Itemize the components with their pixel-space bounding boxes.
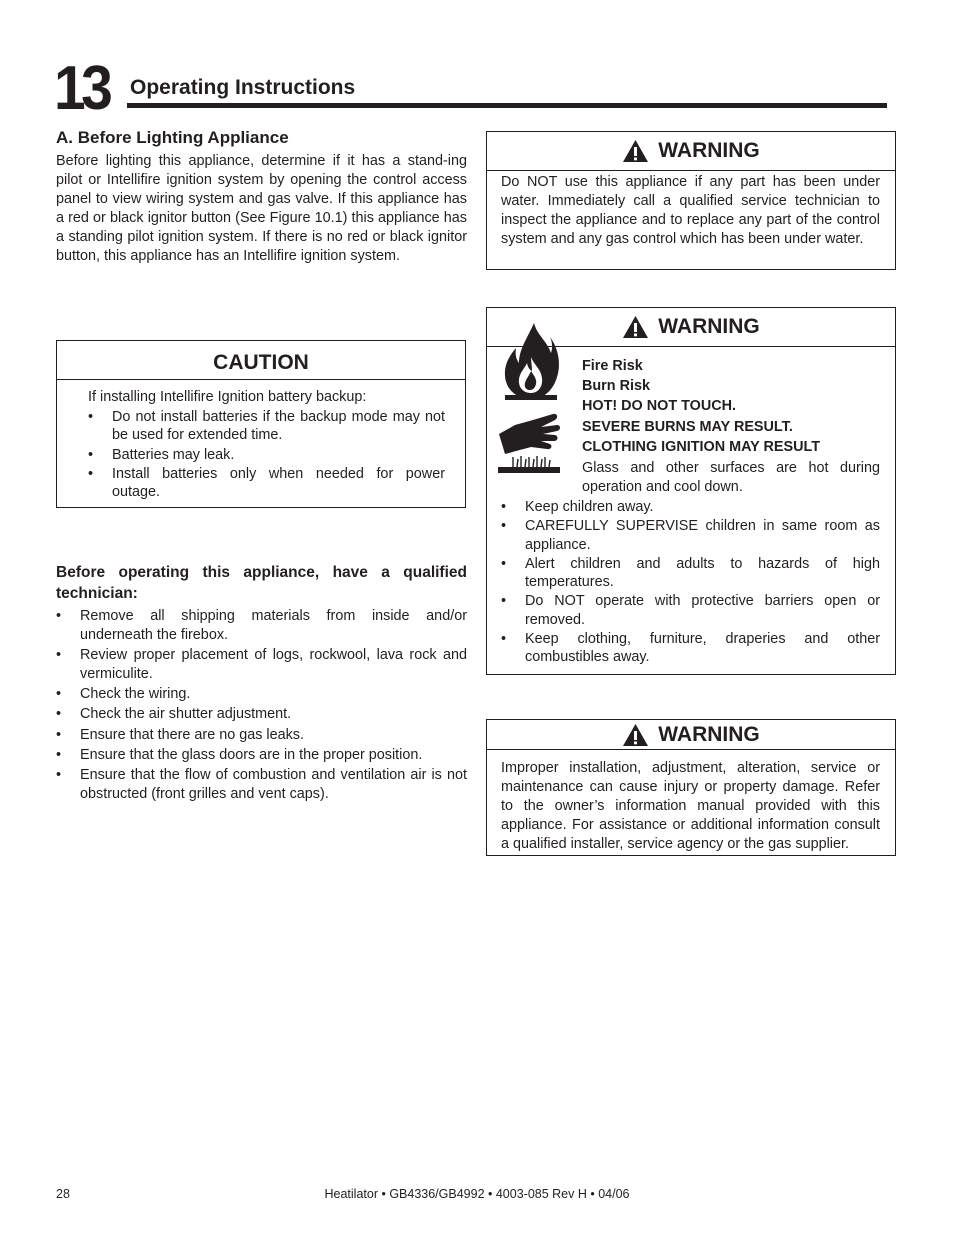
list-item: • Do NOT operate with protective barriers open or removed. [501,592,880,629]
warning-triangle-icon [622,139,649,163]
warning-box-water [486,131,896,270]
list-item: • Ensure that the flow of combustion and ventilation air is not obstructed (front grilles and vent caps). [56,766,467,804]
list-item: • CAREFULLY SUPERVISE children in same room as appliance. [501,517,880,554]
list-item: • Ensure that there are no gas leaks. [56,726,467,745]
caution-title: CAUTION [57,341,465,380]
warning-header [487,132,895,171]
fire-icon [501,321,561,401]
page-number: 28 [56,1187,70,1201]
list-item: • Ensure that the glass doors are in the proper position. [56,746,467,765]
list-item: • Install batteries only when needed for power outage. [88,465,445,501]
warning-title: WARNING [658,315,760,338]
risk-line: Fire Risk [582,358,643,374]
header-rule [127,103,887,108]
list-item: • Batteries may leak. [88,446,445,464]
risk-line: SEVERE BURNS MAY RESULT. [582,418,793,435]
list-item: • Do not install batteries if the backup mode may not be used for extended time. [88,408,445,444]
warning-text: Do NOT use this appliance if any part has been under water. Immediately call a qualified service technician to inspect the appliance and to replace any part of the control system and any gas control which has been under water. [501,174,880,247]
hot-surface-hand-icon [495,412,565,474]
warning-triangle-icon [622,723,649,747]
caution-intro: If installing Intellifire Ignition battery backup: [88,389,367,405]
footer-text: Heatilator • GB4336/GB4992 • 4003-085 Rev H • 04/06 [324,1187,630,1201]
list-item: • Alert children and adults to hazards of high temperatures. [501,555,880,592]
warning-title: WARNING [658,139,760,162]
warning-list [501,498,880,667]
technician-heading: Before operating this appliance, have a qualified technician: [56,564,467,602]
list-item: • Check the air shutter adjustment. [56,705,467,724]
list-item: • Keep clothing, furniture, draperies and other combustibles away. [501,630,880,667]
caution-list [88,408,445,503]
technician-list [56,607,467,805]
chapter-title: Operating Instructions [130,76,356,99]
warning-box-hot [486,307,896,675]
risk-line: HOT! DO NOT TOUCH. [582,398,737,415]
warning-title: WARNING [658,722,760,746]
list-item: • Keep children away. [501,498,880,517]
warning-header [487,720,895,750]
risk-lines [582,356,820,457]
risk-description: Glass and other surfaces are hot during operation and cool down. [582,460,880,495]
section-heading: A. Before Lighting Appliance [56,128,289,147]
chapter-number: 13 [54,54,109,123]
risk-line: Burn Risk [582,378,650,395]
risk-line: CLOTHING IGNITION MAY RESULT [582,438,820,455]
list-item: • Remove all shipping materials from inside and/or underneath the firebox. [56,607,467,645]
caution-box [56,340,466,508]
warning-box-installation [486,719,896,856]
warning-triangle-icon [622,315,649,339]
list-item: • Review proper placement of logs, rockwool, lava rock and vermiculite. [56,646,467,684]
warning-text: Improper installation, adjustment, alteration, service or maintenance can cause injury or property damage. Refer to the owner’s information manual provided with this appliance. For assistance or additional information consult a qualified installer, service agency or the gas supplier. [501,760,880,852]
list-item: • Check the wiring. [56,685,467,704]
intro-paragraph: Before lighting this appliance, determine if it has a stand-ing pilot or Intellifire ignition system by opening the control access panel to view wiring system and gas valve. If this appliance has a red or black ignitor button (See Figure 10.1) this appliance has a standing pilot ignition system. If there is no red or black ignitor button, this appliance has an Intellifire ignition system. [56,153,467,264]
